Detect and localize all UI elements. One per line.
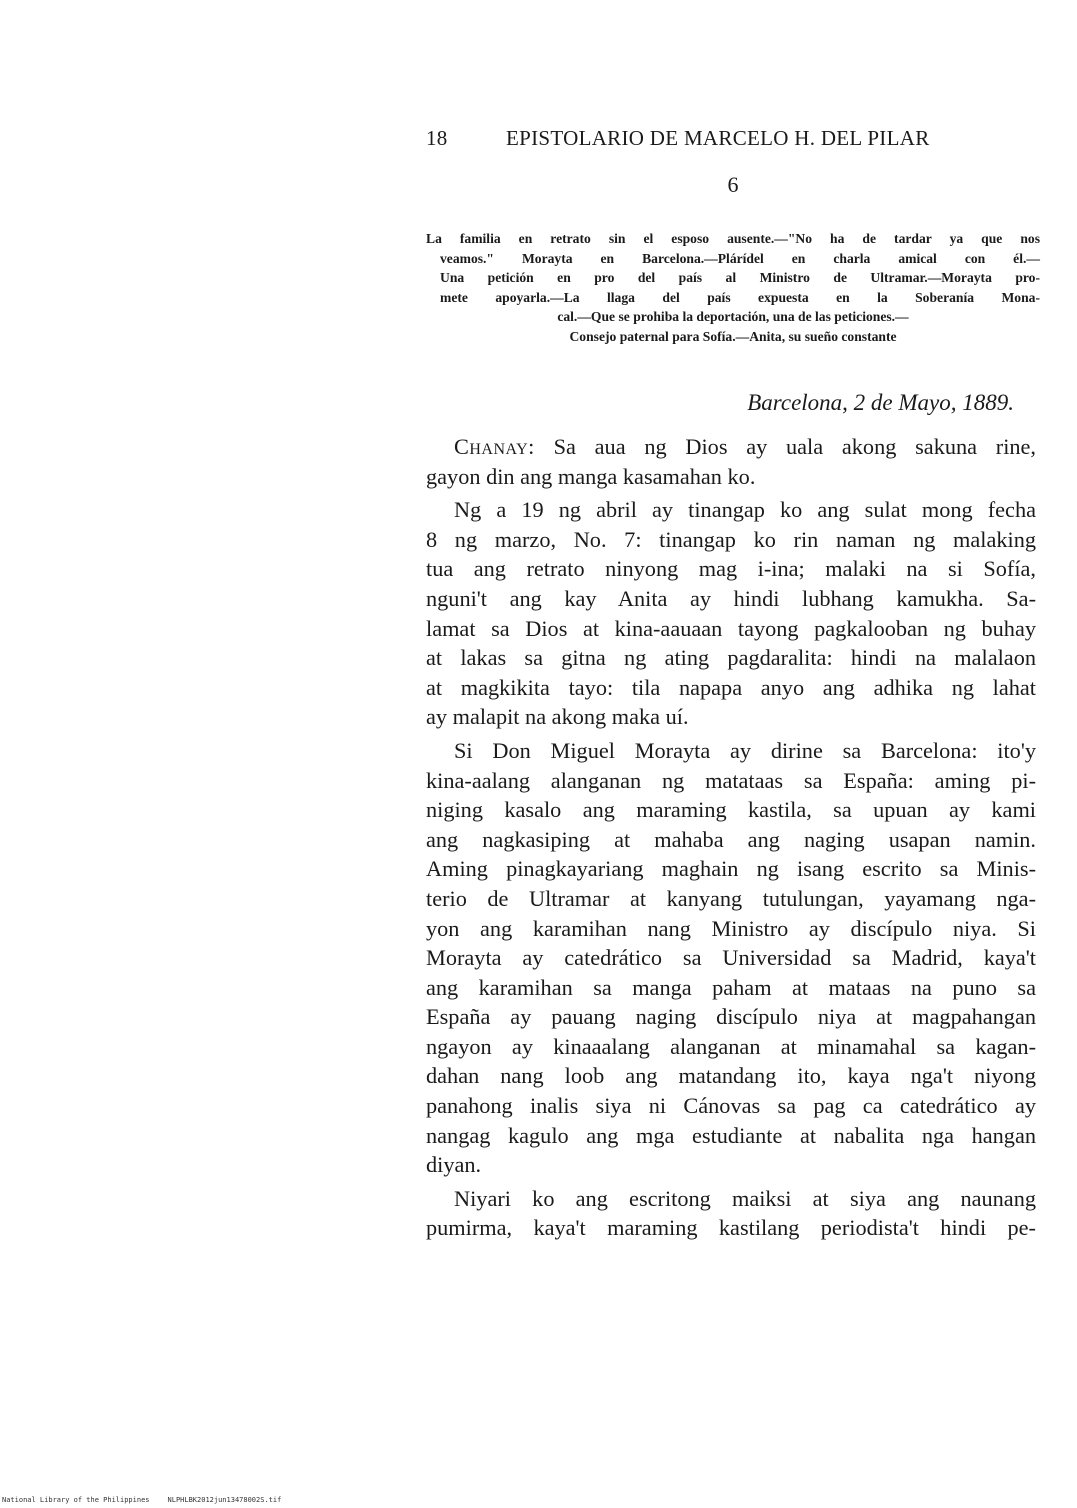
page-number: 18 [426,126,448,150]
body-line [426,432,1036,462]
body-line: Ng a 19 ng abril ay tinangap ko ang sulat mong fecha [454,497,1036,523]
body-text: Sa aua ng Dios ay uala akong sakuna rine, [553,434,1037,459]
body-line: pumirma, kaya't maraming kastilang periodista't hindi pe- [426,1215,1036,1241]
body-line: ang nagkasiping at mahaba ang naging usapan namin. [426,826,1036,852]
body-line: tua ang retrato ninyong mag i-ina; malaki na si Sofía, [426,556,1036,582]
letter-body [426,432,1036,1243]
body-line: lamat sa Dios at kina-aauaan tayong pagkalooban ng buhay [426,615,1036,641]
body-line: nangag kagulo ang mga estudiante at nabalita nga hangan [426,1122,1036,1148]
letter-summary [426,229,1040,347]
body-line: dahan nang loob ang matandang ito, kaya nga't niyong [426,1063,1036,1089]
body-line: diyan. [426,1152,482,1178]
body-line: kina-aalang alanganan ng matataas sa España: aming pi- [426,767,1036,793]
body-line: Niyari ko ang escritong maiksi at siya ang naunang [454,1185,1036,1211]
body-line: at lakas sa gitna ng ating pagdaralita: hindi na malalaon [426,645,1036,671]
summary-line: Una petición en pro del país al Ministro de Ultramar.—Morayta pro- [440,270,1040,286]
letter-number: 6 [727,172,739,197]
salutation: Chanay: [454,434,535,459]
running-header [426,126,1036,156]
scan-footer [2,1496,602,1504]
summary-line: veamos." Morayta en Barcelona.—Plárídel en charla amical con él.— [440,250,1040,266]
running-title: EPISTOLARIO DE MARCELO H. DEL PILAR [506,126,930,150]
summary-line: cal.—Que se prohiba la deportación, una de las peticiones.— [557,309,909,325]
body-line: Morayta ay catedrático sa Universidad sa Madrid, kaya't [426,945,1036,971]
body-line: terio de Ultramar at kanyang tutulungan, yayamang nga- [426,885,1036,911]
dateline: Barcelona, 2 de Mayo, 1889. [747,390,1014,415]
file-id: NLPHLBK2012jun13478002S.tif [167,1496,282,1504]
body-line: at magkikita tayo: tila napapa anyo ang adhika ng lahat [426,674,1036,700]
body-line: ang karamihan sa manga paham at mataas na puno sa [426,974,1036,1000]
summary-line: Consejo paternal para Sofía.—Anita, su sueño constante [569,328,897,344]
body-line: yon ang karamihan nang Ministro ay discípulo niya. Si [426,915,1036,941]
summary-line: La familia en retrato sin el esposo ausente.—"No ha de tardar ya que nos [426,231,1040,246]
body-line: gayon din ang manga kasamahan ko. [426,463,756,489]
summary-line: mete apoyarla.—La llaga del país expuesta en la Soberanía Mona- [440,289,1040,305]
body-line: Aming pinagkayariang maghain ng isang escrito sa Minis- [426,856,1036,882]
body-line: ngayon ay kinaaalang alanganan at minamahal sa kagan- [426,1033,1036,1059]
library-credit: National Library of the Philippines [2,1496,150,1504]
body-line: ay malapit na akong maka uí. [426,704,689,730]
body-line: Si Don Miguel Morayta ay dirine sa Barcelona: ito'y [454,737,1036,763]
body-line: nguni't ang kay Anita ay hindi lubhang kamukha. Sa- [426,585,1036,611]
body-line: panahong inalis siya ni Cánovas sa pag ca catedrático ay [426,1093,1036,1119]
body-line: 8 ng marzo, No. 7: tinangap ko rin naman ng malaking [426,526,1036,552]
body-line: España ay pauang naging discípulo niya at magpahangan [426,1004,1036,1030]
body-line: niging kasalo ang maraming kastila, sa upuan ay kami [426,797,1036,823]
